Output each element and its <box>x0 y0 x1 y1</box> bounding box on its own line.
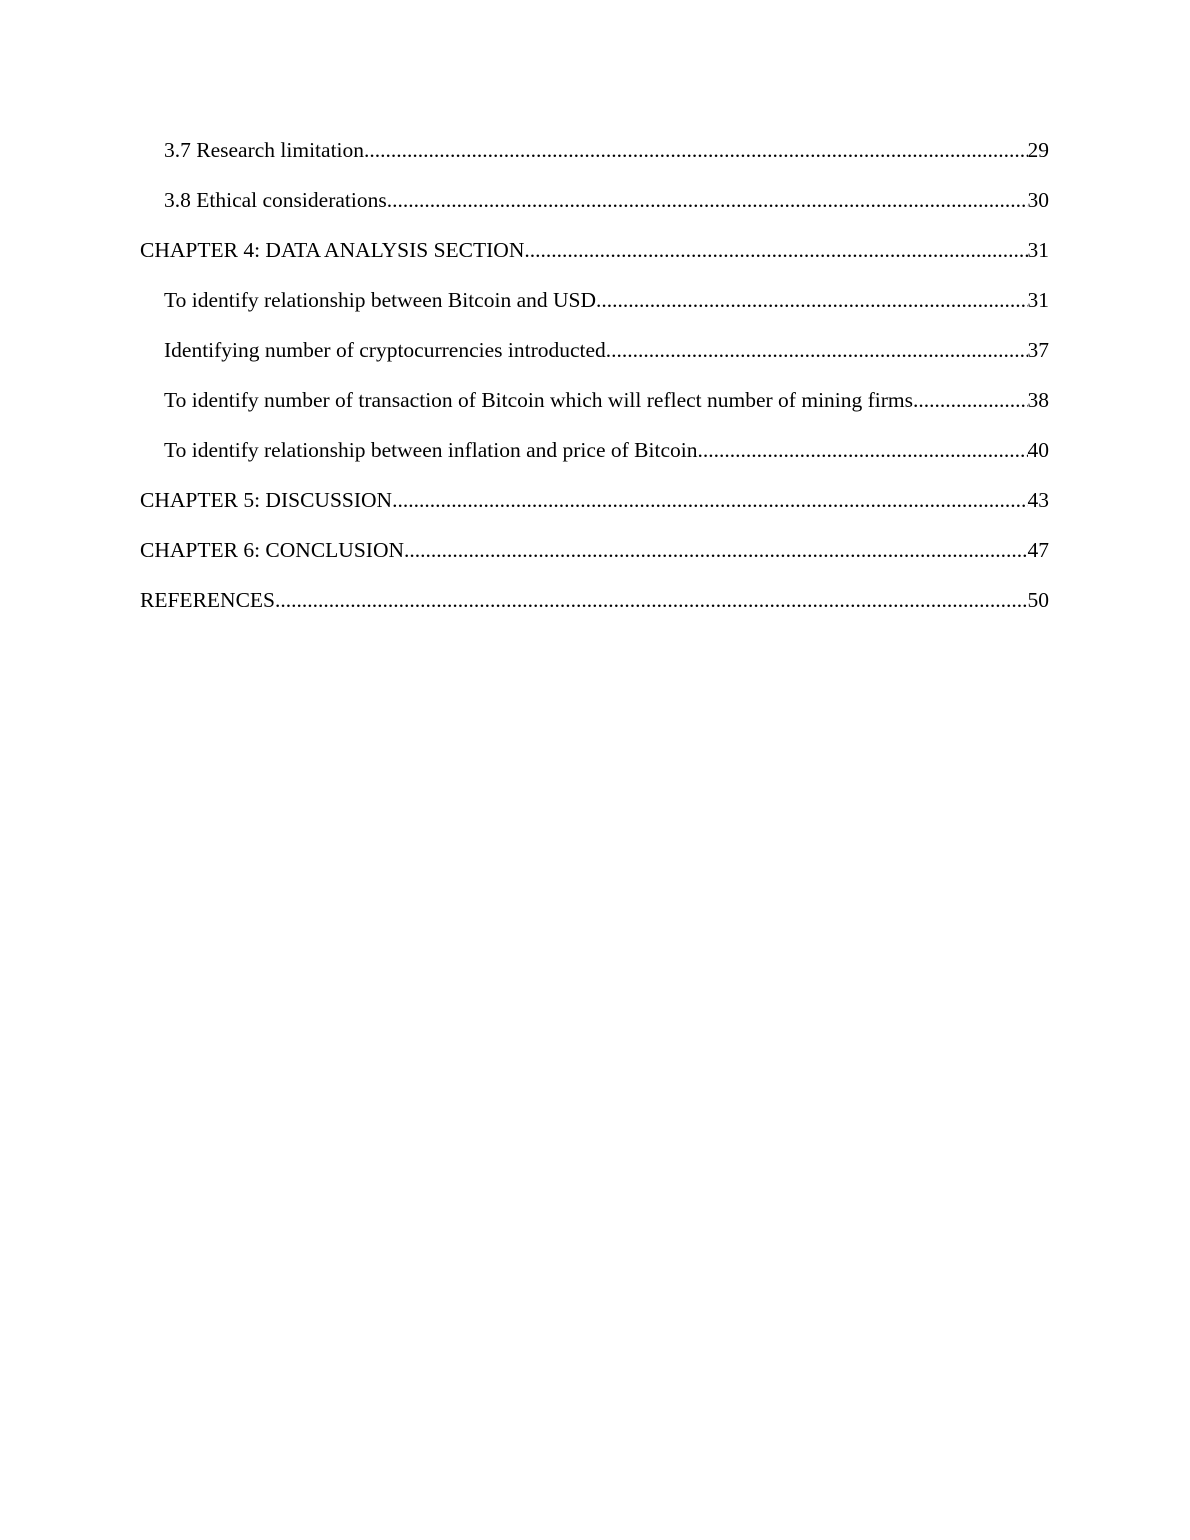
toc-entry-chapter-5[interactable] <box>140 488 1049 538</box>
toc-entry-references[interactable] <box>140 588 1049 638</box>
toc-page-number: 31 <box>1027 288 1049 312</box>
dot-leader <box>697 438 1027 463</box>
toc-entry-title: REFERENCES <box>140 588 275 612</box>
toc-page-number: 31 <box>1027 238 1049 262</box>
toc-page-number: 40 <box>1027 438 1049 462</box>
toc-entry-title: 3.7 Research limitation <box>164 138 365 162</box>
toc-entry-chapter-4[interactable] <box>140 238 1049 288</box>
toc-page-number: 29 <box>1027 138 1049 162</box>
toc-page-number: 43 <box>1027 488 1049 512</box>
toc-entry-chapter-6[interactable] <box>140 538 1049 588</box>
toc-entry-title: CHAPTER 5: DISCUSSION <box>140 488 393 512</box>
toc-entry-title: CHAPTER 6: CONCLUSION <box>140 538 404 562</box>
dot-leader <box>524 238 1027 263</box>
toc-entry-title: To identify relationship between inflation and price of Bitcoin <box>164 438 698 462</box>
dot-leader <box>275 588 1028 613</box>
toc-entry-title: To identify relationship between Bitcoin and USD <box>164 288 596 312</box>
toc-entry-research-limitation[interactable] <box>140 138 1049 188</box>
dot-leader <box>404 538 1028 563</box>
toc-entry-title: CHAPTER 4: DATA ANALYSIS SECTION <box>140 238 525 262</box>
toc-page-number: 50 <box>1027 588 1049 612</box>
table-of-contents <box>140 138 1049 638</box>
dot-leader <box>606 338 1028 363</box>
toc-entry-cryptocurrencies-introduced[interactable] <box>140 338 1049 388</box>
toc-entry-bitcoin-transactions[interactable] <box>140 388 1049 438</box>
dot-leader <box>387 188 1028 213</box>
toc-entry-title: Identifying number of cryptocurrencies introducted <box>164 338 606 362</box>
dot-leader <box>596 288 1028 313</box>
toc-entry-title: To identify number of transaction of Bitcoin which will reflect number of mining firms <box>164 388 914 412</box>
toc-entry-ethical-considerations[interactable] <box>140 188 1049 238</box>
dot-leader <box>392 488 1027 513</box>
toc-entry-inflation-bitcoin[interactable] <box>140 438 1049 488</box>
toc-entry-title: 3.8 Ethical considerations <box>164 188 387 212</box>
toc-page-number: 47 <box>1027 538 1049 562</box>
dot-leader <box>913 388 1027 413</box>
toc-page-number: 30 <box>1027 188 1049 212</box>
toc-page-number: 37 <box>1027 338 1049 362</box>
toc-page-number: 38 <box>1027 388 1049 412</box>
toc-entry-bitcoin-usd[interactable] <box>140 288 1049 338</box>
dot-leader <box>364 138 1027 163</box>
